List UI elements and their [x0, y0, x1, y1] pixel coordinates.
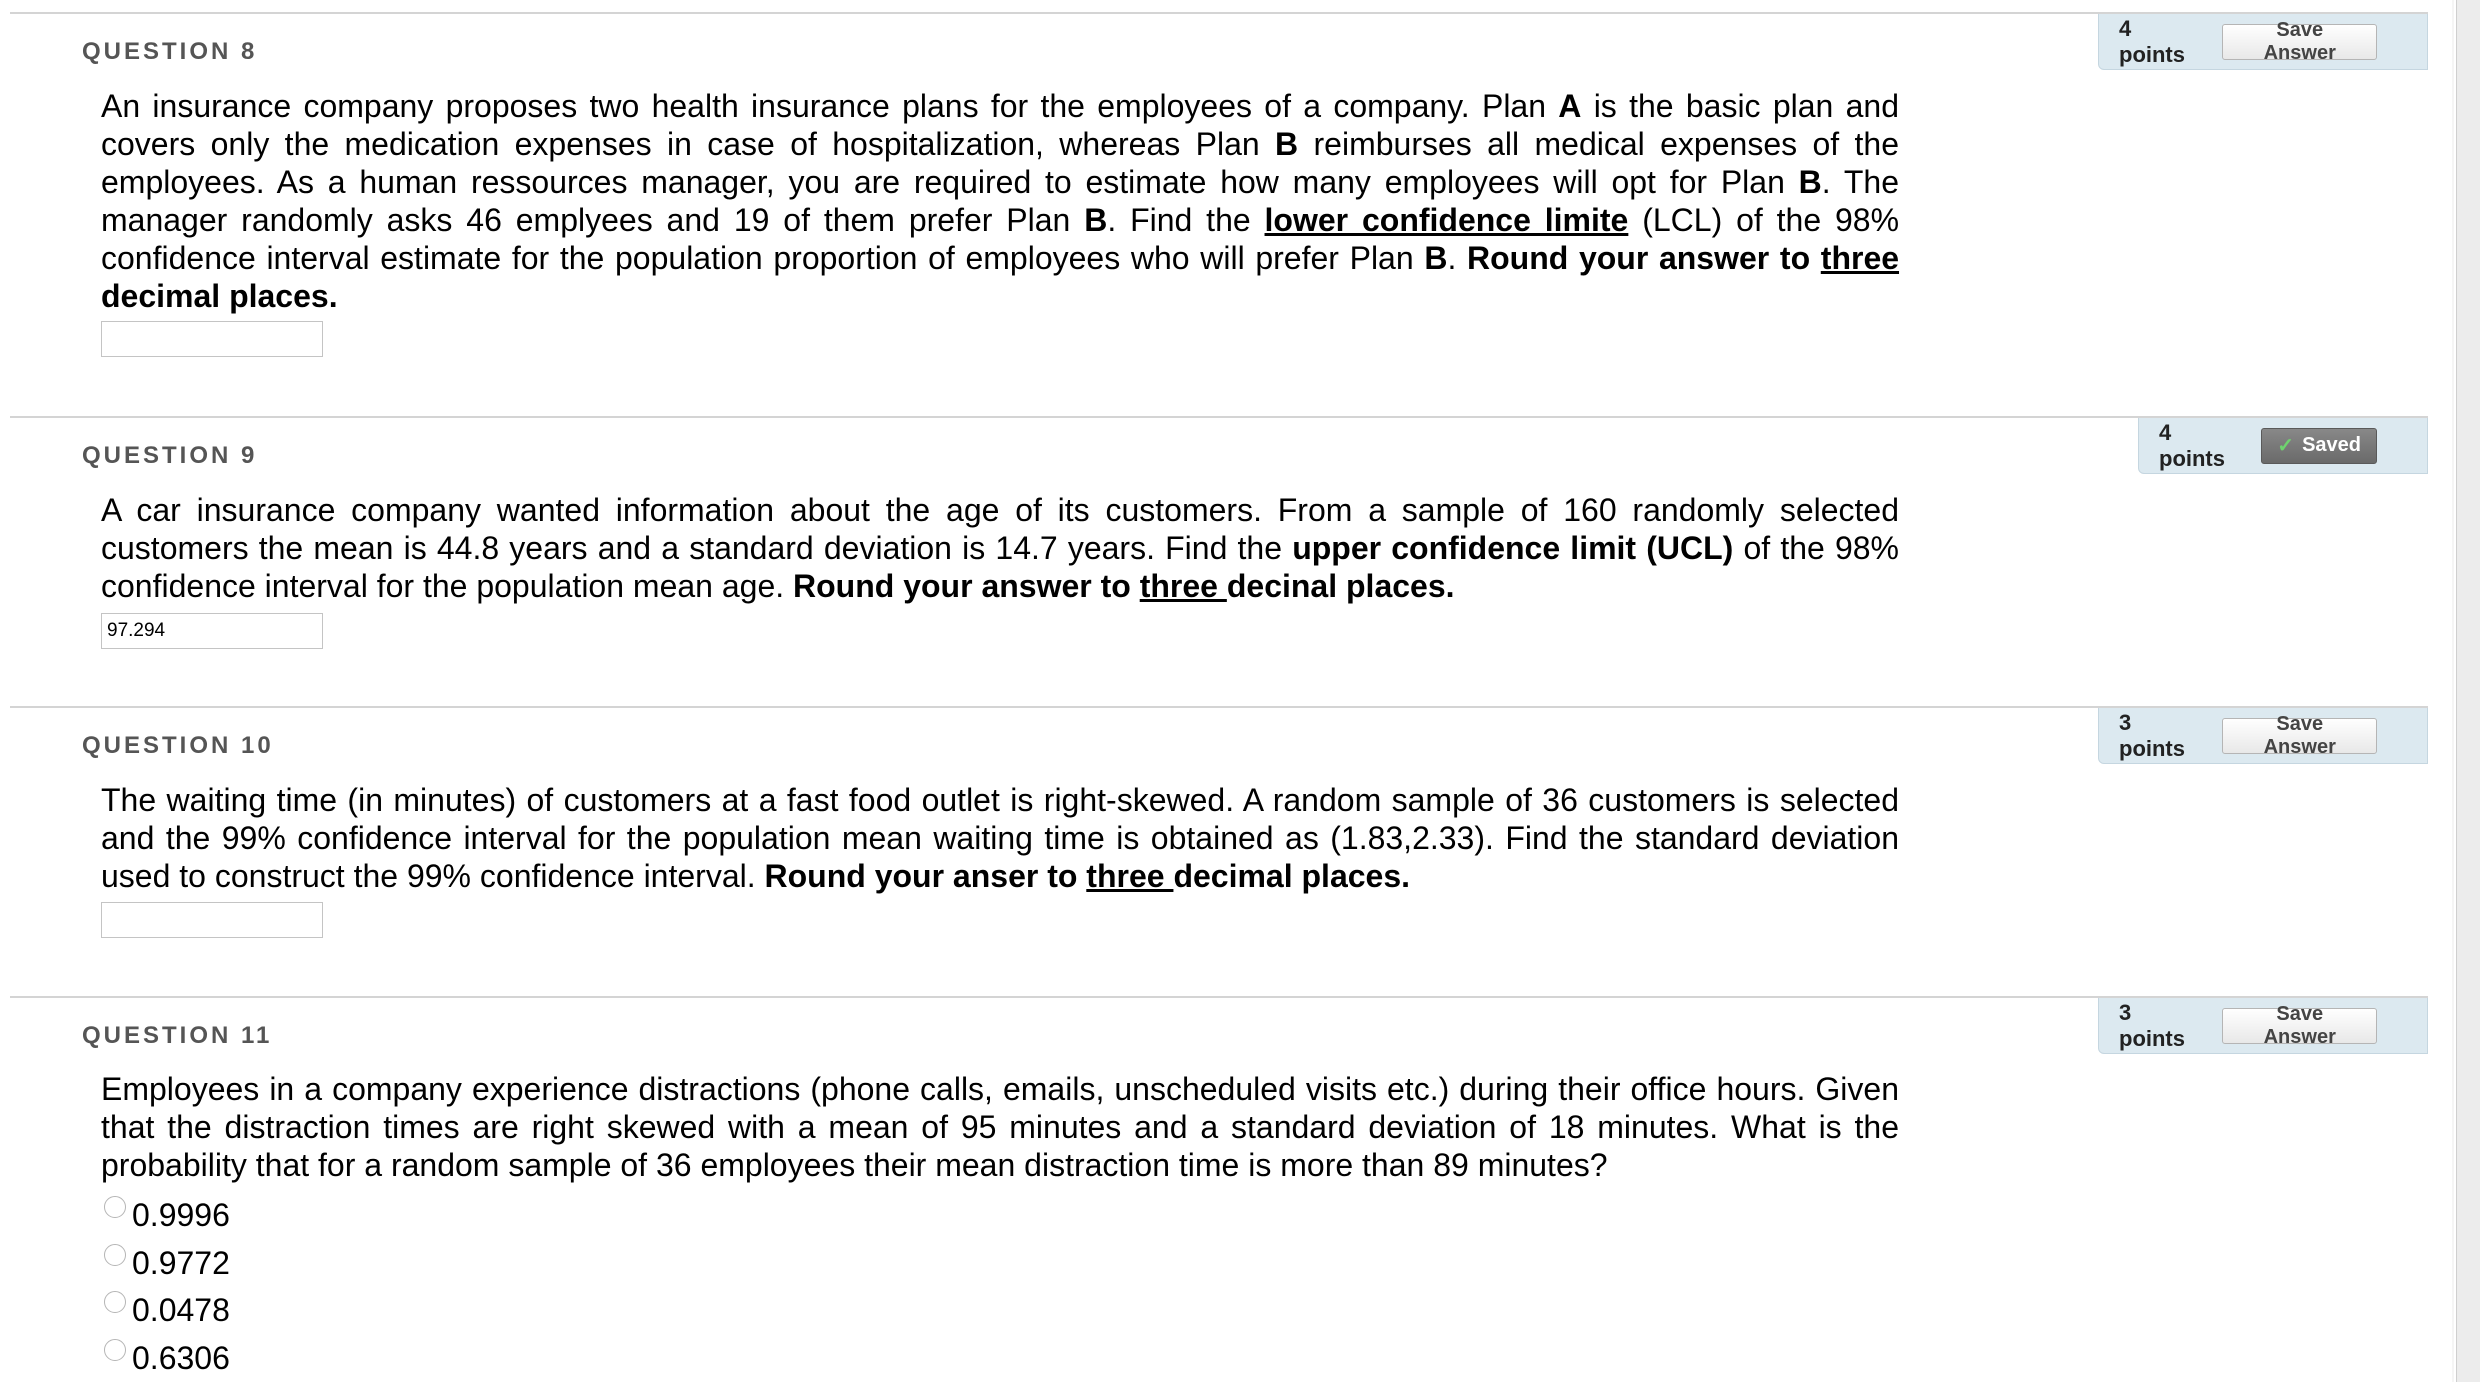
scroll-track — [2452, 0, 2454, 1382]
text-bold-underline: lower confidence limite — [1264, 202, 1629, 238]
question-text — [101, 87, 1899, 315]
answer-input[interactable] — [101, 902, 323, 938]
answer-options — [104, 1194, 230, 1382]
button-label: Save Answer — [2263, 18, 2336, 64]
text-segment: . Find the — [1107, 202, 1265, 238]
text-bold: B — [1275, 126, 1299, 162]
question-text — [101, 781, 1899, 895]
question-title: QUESTION 9 — [82, 442, 258, 469]
text-bold: B — [1084, 202, 1108, 238]
points-panel — [2098, 14, 2428, 70]
answer-input[interactable] — [101, 321, 323, 357]
text-segment: is the basic plan and covers only the medication expenses in case of hospitalization, whereas Plan — [101, 88, 1899, 162]
points-panel — [2098, 998, 2428, 1054]
answer-option[interactable] — [104, 1242, 230, 1290]
points-label: 3 points — [2119, 709, 2185, 761]
points-label: 4 points — [2159, 419, 2225, 471]
radio-button[interactable] — [104, 1196, 126, 1218]
text-bold: Round your anser to — [764, 858, 1087, 894]
text-bold-underline: three — [1086, 858, 1174, 894]
text-bold: B — [1424, 240, 1448, 276]
save-answer-button[interactable] — [2222, 18, 2377, 64]
text-segment: Employees in a company experience distractions (phone calls, emails, unscheduled visits etc.) during their office hours. Given that the distraction times are right skewed with a mean of 95 minutes and a standard deviation of 18 minutes. What is the probability that for a random sample of 36 employees their mean distraction time is more than 89 minutes? — [101, 1071, 1899, 1183]
saved-button[interactable] — [2261, 428, 2377, 464]
question-11 — [10, 996, 2428, 1382]
text-segment: An insurance company proposes two health insurance plans for the employees of a company. Plan — [101, 88, 1559, 124]
save-answer-button[interactable] — [2222, 1002, 2377, 1048]
question-8 — [10, 12, 2428, 414]
check-icon: ✓ — [2277, 435, 2295, 457]
question-text — [101, 491, 1899, 605]
radio-button[interactable] — [104, 1244, 126, 1266]
text-segment: (LCL) of the 98% confidence interval estimate for the population proportion of employees who will prefer Plan — [101, 202, 1900, 276]
text-bold: B — [1798, 164, 1822, 200]
text-segment: reimburses all medical expenses of the employees. As a human ressources manager, you are required to estimate how many employees will opt for Plan — [101, 126, 1900, 200]
question-title: QUESTION 8 — [82, 38, 258, 65]
question-title: QUESTION 11 — [82, 1022, 273, 1049]
question-10 — [10, 706, 2428, 996]
text-segment: The waiting time (in minutes) of customers at a fast food outlet is right-skewed. A random sample of 36 customers is selected and the 99% confidence interval for the population mean waiting time is obtained as (1.83,2.33). Find the standard deviation used to construct the 99% confidence interval. — [101, 782, 1899, 894]
button-label: Save Answer — [2263, 1002, 2336, 1048]
text-bold: decimal places. — [101, 278, 338, 314]
button-label: Save Answer — [2263, 712, 2336, 758]
answer-option[interactable] — [104, 1337, 230, 1382]
points-label: 4 points — [2119, 15, 2185, 67]
option-label: 0.6306 — [132, 1339, 230, 1376]
points-panel — [2138, 418, 2428, 474]
text-segment: A car insurance company wanted information about the age of its customers. From a sample of 160 randomly selected customers the mean is 44.8 years and a standard deviation is 14.7 years. Find the — [101, 492, 1899, 566]
text-segment: . The manager randomly asks 46 emplyees and 19 of them prefer Plan — [101, 164, 1900, 238]
points-label: 3 points — [2119, 999, 2185, 1051]
question-9 — [10, 416, 2428, 706]
text-bold: decimal places. — [1173, 858, 1411, 894]
text-bold: decinal places. — [1226, 568, 1455, 604]
radio-button[interactable] — [104, 1291, 126, 1313]
answer-option[interactable] — [104, 1194, 230, 1242]
answer-option[interactable] — [104, 1289, 230, 1337]
points-panel — [2098, 708, 2428, 764]
button-label: Saved — [2302, 434, 2361, 456]
text-bold: A — [1558, 88, 1582, 124]
text-segment: of the 98% confidence interval for the population mean age. — [101, 530, 1900, 604]
question-title: QUESTION 10 — [82, 732, 274, 759]
save-answer-button[interactable] — [2222, 712, 2377, 758]
answer-input[interactable] — [101, 613, 323, 649]
question-text — [101, 1070, 1899, 1184]
radio-button[interactable] — [104, 1339, 126, 1361]
option-label: 0.9772 — [132, 1244, 230, 1281]
text-bold: Round your answer to — [793, 568, 1140, 604]
text-bold-underline: three — [1139, 568, 1227, 604]
text-bold: upper confidence limit (UCL) — [1292, 530, 1734, 566]
text-bold: Round your answer to — [1467, 240, 1821, 276]
text-segment: . — [1447, 240, 1467, 276]
option-label: 0.0478 — [132, 1292, 230, 1328]
text-bold-underline: three — [1820, 240, 1900, 276]
option-label: 0.9996 — [132, 1197, 230, 1233]
scrollbar[interactable] — [2456, 0, 2480, 1382]
